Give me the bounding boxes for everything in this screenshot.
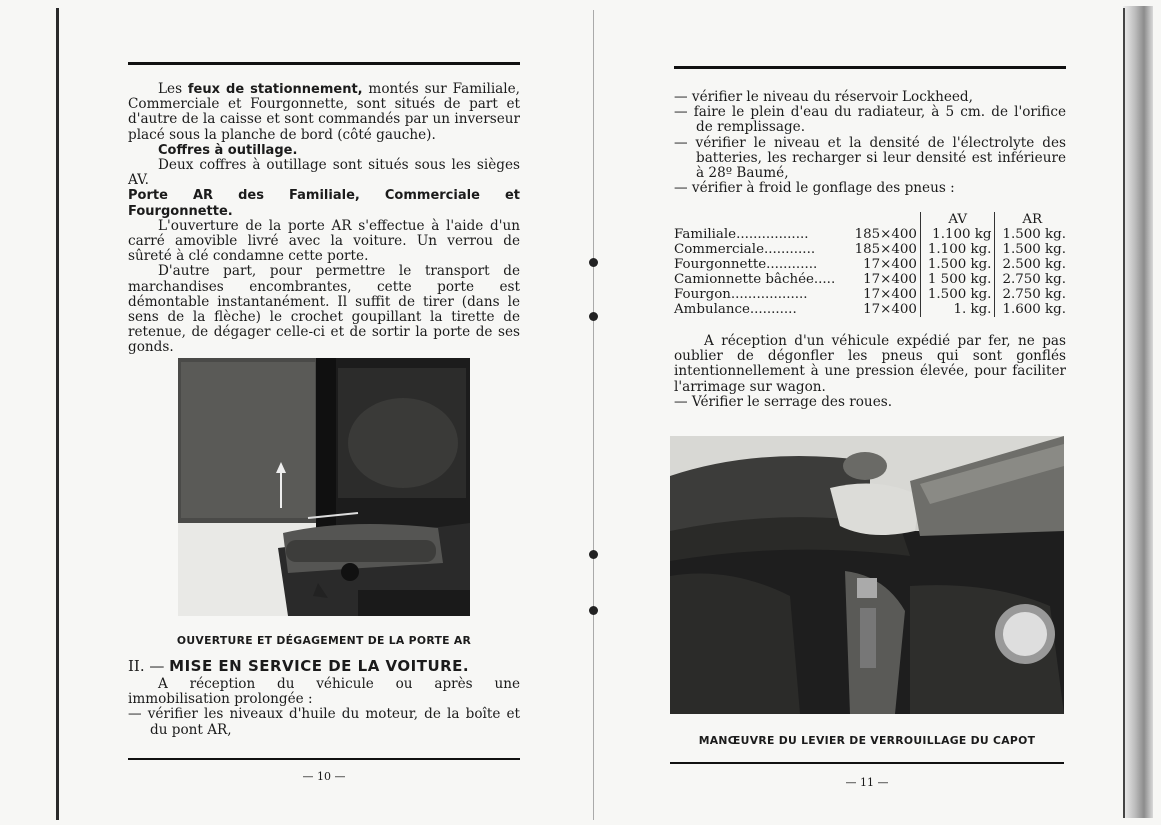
- table-row: [671, 257, 1069, 272]
- tire-size-cell: 17×400: [863, 272, 917, 287]
- photo-caption: OUVERTURE ET DÉGAGEMENT DE LA PORTE AR: [176, 634, 472, 647]
- section-number: II. —: [128, 657, 170, 675]
- ar-pressure-cell: 1.500 kg.: [995, 227, 1069, 242]
- vehicle-cell: Ambulance...........: [674, 302, 797, 317]
- header-cell-av: AV: [920, 212, 995, 227]
- photo-caption: MANŒUVRE DU LEVIER DE VERROUILLAGE DU CAPOT: [698, 734, 1036, 747]
- ar-pressure-cell: 2.750 kg.: [995, 272, 1069, 287]
- header-cell-ar: AR: [995, 212, 1069, 227]
- list-item: — Vérifier le serrage des roues.: [674, 393, 893, 410]
- page-number: — 11 —: [845, 776, 889, 789]
- paragraph-reception: A réception du véhicule ou après une immobilisation prolongée :: [128, 676, 520, 708]
- table-header-row: [671, 212, 1069, 227]
- top-rule: [674, 66, 1066, 69]
- av-pressure-cell: 1.500 kg.: [920, 287, 995, 302]
- photo-rear-door: [178, 358, 470, 616]
- vehicle-cell: Fourgonnette............: [674, 257, 818, 272]
- ar-pressure-cell: 2.750 kg.: [995, 287, 1069, 302]
- av-pressure-cell: 1 500 kg.: [920, 272, 995, 287]
- paragraph-porte-2: D'autre part, pour permettre le transport de marchandises encombrantes, cette porte est démontable instantanément. Il suffit de tirer (dans le sens de la flèche) le crochet goupillant la tirette de retenue, de dégager celle-ci et de sortir la porte de ses gonds.: [128, 263, 520, 356]
- tire-size-cell: 185×400: [854, 227, 917, 242]
- page-number: — 10 —: [302, 770, 346, 783]
- tire-size-cell: 17×400: [863, 287, 917, 302]
- vehicle-cell: Familiale.................: [674, 227, 809, 242]
- text-run: Les: [158, 81, 188, 97]
- section-title: [128, 657, 469, 675]
- tire-size-cell: 17×400: [863, 257, 917, 272]
- table-row: [671, 302, 1069, 317]
- tire-size-cell: 185×400: [854, 242, 917, 257]
- tire-pressure-table: [671, 212, 1069, 317]
- ar-pressure-cell: 1.500 kg.: [995, 242, 1069, 257]
- top-rule: [128, 62, 520, 65]
- paragraph-feux: [128, 82, 520, 143]
- table-row: [671, 227, 1069, 242]
- checklist: [674, 90, 1066, 196]
- paragraph-coffres: Deux coffres à outillage sont situés sous les sièges AV.: [128, 157, 520, 189]
- av-pressure-cell: 1.500 kg.: [920, 257, 995, 272]
- list-item: — vérifier les niveaux d'huile du moteur, de la boîte et du pont AR,: [128, 706, 520, 738]
- table-row: [671, 272, 1069, 287]
- bold-term: feux de stationnement,: [187, 82, 363, 97]
- table-row: [671, 287, 1069, 302]
- text-run: montés sur Familiale, Commerciale et Fourgonnette, sont situés de part et d'autre de la caisse et sont commandés par un inverseur placé sous la planche de bord (côté gauche).: [128, 81, 520, 143]
- heading-coffres: Coffres à outillage.: [158, 142, 298, 158]
- header-cell: [848, 212, 921, 227]
- table-row: [671, 242, 1069, 257]
- vehicle-cell: Camionnette bâchée.....: [674, 272, 836, 287]
- vehicle-cell: Commerciale............: [674, 242, 816, 257]
- bottom-rule: [128, 758, 520, 760]
- bottom-rule: [670, 762, 1064, 764]
- heading-porte: Porte AR des Familiale, Commerciale et Fourgonnette.: [128, 188, 520, 219]
- av-pressure-cell: 1. kg.: [920, 302, 995, 317]
- av-pressure-cell: 1.100 kg: [920, 227, 995, 242]
- photo-hood-latch: [670, 436, 1064, 714]
- right-page: [596, 0, 1161, 825]
- av-pressure-cell: 1.100 kg.: [920, 242, 995, 257]
- shipping-notes: [674, 334, 1066, 410]
- paragraph-porte-1: L'ouverture de la porte AR s'effectue à l'aide d'un carré amovible livré avec la voiture. Un verrou de sûreté à clé condamne cette porte.: [128, 217, 520, 265]
- list-item: — faire le plein d'eau du radiateur, à 5 cm. de l'orifice de remplissage.: [674, 104, 1066, 136]
- ar-pressure-cell: 2.500 kg.: [995, 257, 1069, 272]
- section-body: [128, 677, 520, 738]
- list-item: — vérifier le niveau et la densité de l'électrolyte des batteries, les recharger si leur densité est inférieure à 28º Baumé,: [674, 134, 1066, 182]
- tire-size-cell: 17×400: [863, 302, 917, 317]
- list-item: — vérifier à froid le gonflage des pneus :: [674, 180, 955, 197]
- vehicle-cell: Fourgon..................: [674, 287, 808, 302]
- list-item: — vérifier le niveau du réservoir Lockheed,: [674, 89, 973, 105]
- ar-pressure-cell: 1.600 kg.: [995, 302, 1069, 317]
- header-cell: [671, 212, 848, 227]
- section-heading: MISE EN SERVICE DE LA VOITURE.: [169, 657, 470, 675]
- paragraph-shipping: A réception d'un véhicule expédié par fer, ne pas oublier de dégonfler les pneus qui sont gonflés intentionnellement à une pression élevée, pour faciliter l'arrimage sur wagon.: [674, 333, 1066, 395]
- left-body-text: [128, 82, 520, 356]
